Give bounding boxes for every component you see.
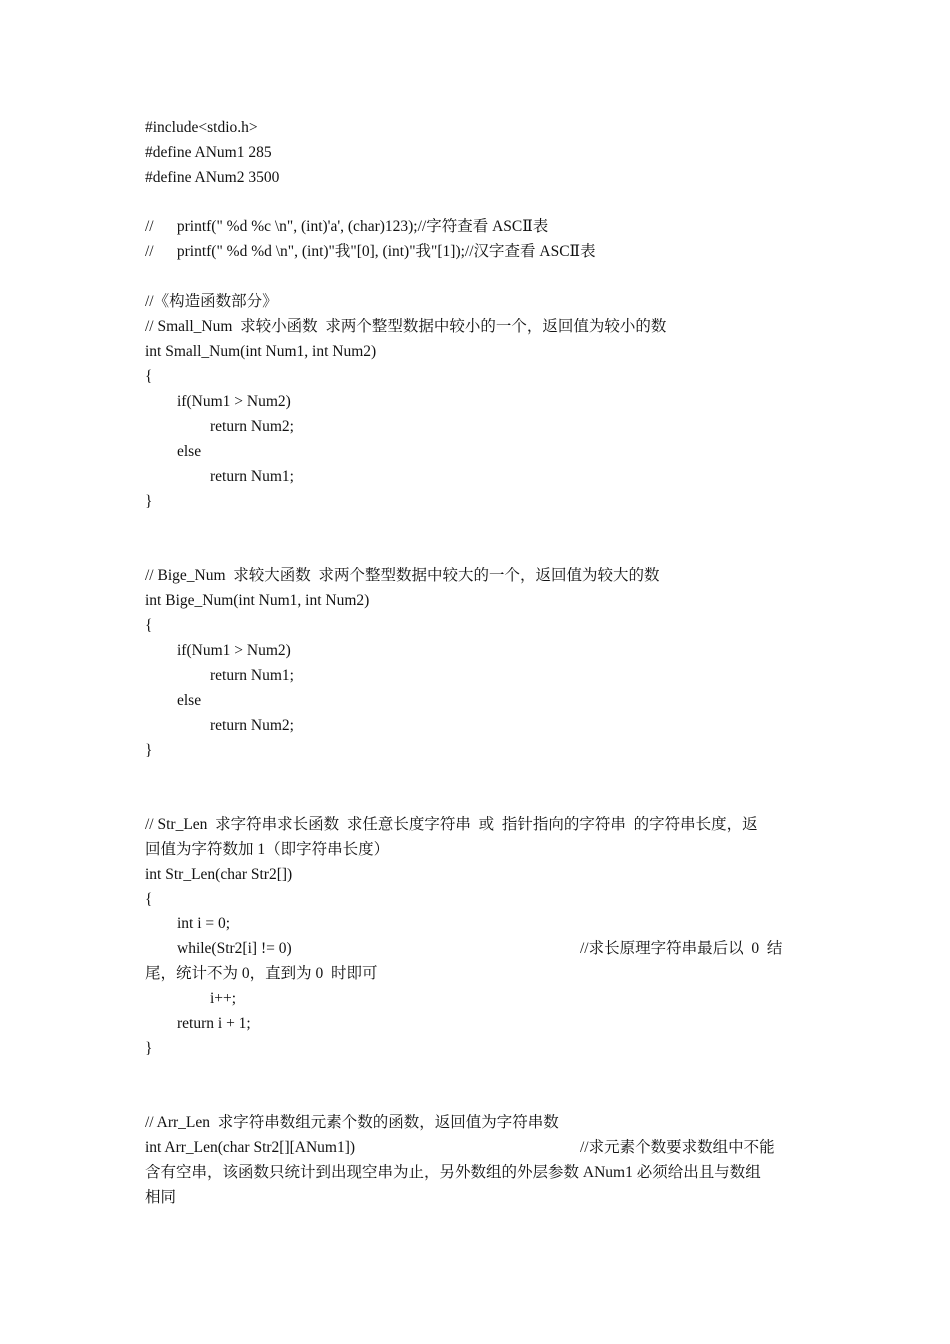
bige-num-else: else: [177, 692, 202, 709]
bige-num-comment: // Bige_Num 求较大函数 求两个整型数据中较大的一个，返回值为较大的数: [145, 567, 660, 584]
arr-len-signature-comment: //求元素个数要求数组中不能: [580, 1139, 775, 1156]
arr-len-comment: // Arr_Len 求字符串数组元素个数的函数，返回值为字符串数: [145, 1114, 559, 1131]
bige-num-if: if(Num1 > Num2): [177, 642, 291, 659]
small-num-else: else: [177, 443, 202, 460]
code-line-include: #include<stdio.h>: [145, 119, 258, 136]
section-title: //《构造函数部分》: [145, 293, 278, 310]
str-len-while: while(Str2[i] != 0): [177, 940, 292, 957]
bige-num-close-brace: }: [145, 742, 153, 759]
str-len-increment: i++;: [210, 990, 237, 1007]
comment-line-ascii-hanzi: // printf(" %d %d \n", (int)"我"[0], (int)"我"[1]);//汉字查看 ASCⅡ表: [145, 243, 596, 260]
bige-num-open-brace: {: [145, 617, 153, 634]
small-num-close-brace: }: [145, 493, 153, 510]
str-len-open-brace: {: [145, 891, 153, 908]
str-len-while-comment: //求长原理字符串最后以 0 结: [580, 940, 783, 957]
code-line-define-anum1: #define ANum1 285: [145, 144, 272, 161]
str-len-comment: // Str_Len 求字符串求长函数 求任意长度字符串 或 指针指向的字符串 的字符串长度，返: [145, 816, 758, 833]
bige-num-return-2: return Num2;: [210, 717, 294, 734]
str-len-while-comment-cont: 尾，统计不为 0，直到为 0 时即可: [145, 965, 378, 982]
str-len-decl: int i = 0;: [177, 915, 231, 932]
comment-line-ascii-char: // printf(" %d %c \n", (int)'a', (char)123);//字符查看 ASCⅡ表: [145, 218, 549, 235]
str-len-signature: int Str_Len(char Str2[]): [145, 866, 293, 883]
bige-num-return-1: return Num1;: [210, 667, 294, 684]
arr-len-signature: int Arr_Len(char Str2[][ANum1]): [145, 1139, 356, 1156]
str-len-close-brace: }: [145, 1040, 153, 1057]
arr-len-comment-cont-2: 相同: [145, 1189, 177, 1206]
small-num-comment: // Small_Num 求较小函数 求两个整型数据中较小的一个，返回值为较小的数: [145, 318, 667, 335]
bige-num-signature: int Bige_Num(int Num1, int Num2): [145, 592, 370, 609]
small-num-return-1: return Num2;: [210, 418, 294, 435]
code-line-define-anum2: #define ANum2 3500: [145, 169, 280, 186]
small-num-open-brace: {: [145, 368, 153, 385]
small-num-return-2: return Num1;: [210, 468, 294, 485]
arr-len-comment-cont-1: 含有空串，该函数只统计到出现空串为止，另外数组的外层参数 ANum1 必须给出且与数组: [145, 1164, 761, 1181]
str-len-return: return i + 1;: [177, 1015, 251, 1032]
small-num-signature: int Small_Num(int Num1, int Num2): [145, 343, 377, 360]
str-len-comment-cont: 回值为字符数加 1（即字符串长度）: [145, 841, 390, 858]
small-num-if: if(Num1 > Num2): [177, 393, 291, 410]
